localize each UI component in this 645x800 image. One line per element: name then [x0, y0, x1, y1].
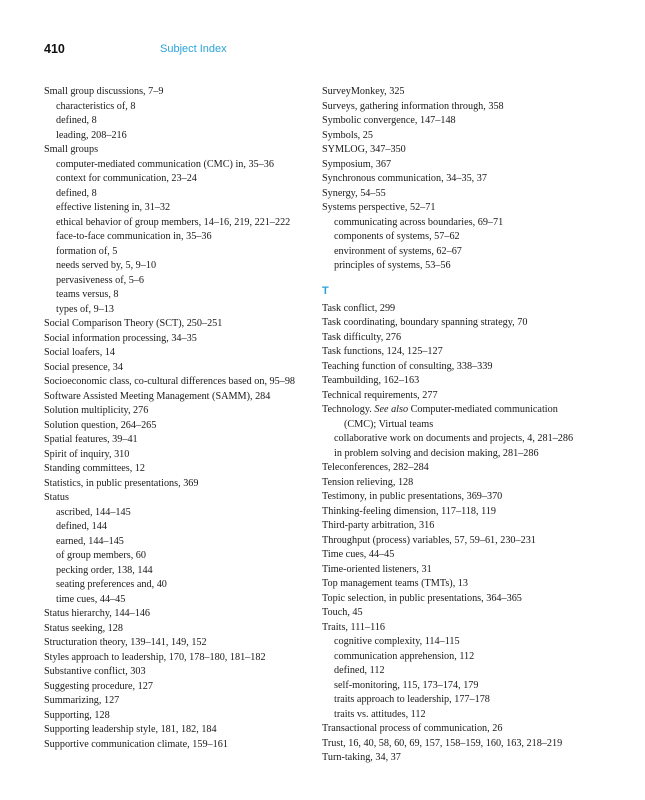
page-number: 410 — [44, 42, 65, 56]
index-entry: Technical requirements, 277 — [322, 389, 438, 401]
index-entry: Software Assisted Meeting Management (SAMM), 284 — [44, 390, 271, 402]
index-subentry: environment of systems, 62–67 — [334, 245, 462, 257]
letter-heading-t: T — [322, 284, 329, 297]
index-entry: Supportive communication climate, 159–161 — [44, 738, 228, 750]
index-entry: Socioeconomic class, co-cultural differences based on, 95–98 — [44, 376, 296, 387]
index-subentry: pervasiveness of, 5–6 — [56, 274, 144, 286]
index-subentry: traits approach to leadership, 177–178 — [334, 694, 490, 705]
index-subentry: ascribed, 144–145 — [56, 506, 131, 518]
index-entry: Solution multiplicity, 276 — [44, 405, 149, 416]
index-subentry: in problem solving and decision making, 281–286 — [334, 447, 539, 459]
index-section-s — [322, 85, 590, 274]
index-entry: Time-oriented listeners, 31 — [322, 563, 432, 575]
index-subentry: communicating across boundaries, 69–71 — [334, 216, 504, 228]
index-entry: Top management teams (TMTs), 13 — [322, 578, 468, 589]
index-entry: SurveyMonkey, 325 — [322, 86, 405, 97]
index-subentry: defined, 144 — [56, 521, 107, 532]
running-head: Subject Index — [160, 43, 227, 55]
index-subentry: types of, 9–13 — [56, 303, 115, 315]
index-subentry: context for communication, 23–24 — [56, 173, 197, 184]
entry-text: Technology. — [322, 404, 375, 415]
index-entry: Structuration theory, 139–141, 149, 152 — [44, 637, 207, 648]
index-entry: Surveys, gathering information through, 358 — [322, 100, 504, 112]
index-subentry: teams versus, 8 — [56, 289, 119, 300]
index-entry: Task difficulty, 276 — [322, 331, 402, 343]
index-subentry: computer-mediated communication (CMC) in, 35–36 — [56, 158, 274, 170]
index-subentry: time cues, 44–45 — [56, 593, 126, 605]
index-entry: Topic selection, in public presentations, 364–365 — [322, 592, 522, 604]
index-entry: Trust, 16, 40, 58, 60, 69, 157, 158–159, 160, 163, 218–219 — [322, 737, 563, 749]
index-subentry: cognitive complexity, 114–115 — [334, 636, 460, 647]
index-entry: Symbols, 25 — [322, 129, 373, 141]
index-subentry: principles of systems, 53–56 — [334, 260, 451, 271]
index-entry: Tension relieving, 128 — [322, 476, 414, 488]
index-entry: Social Comparison Theory (SCT), 250–251 — [44, 318, 223, 329]
index-entry: Testimony, in public presentations, 369–370 — [322, 491, 503, 502]
index-subentry: of group members, 60 — [56, 550, 146, 561]
index-entry: Small groups — [44, 144, 99, 155]
index-entry: Transactional process of communication, 26 — [322, 723, 503, 734]
index-entry: Spatial features, 39–41 — [44, 434, 138, 445]
index-entry: Social information processing, 34–35 — [44, 332, 197, 344]
index-entry: Statistics, in public presentations, 369 — [44, 477, 199, 489]
index-entry: Status seeking, 128 — [44, 622, 123, 634]
index-subentry: seating preferences and, 40 — [56, 579, 167, 590]
index-column-right — [322, 85, 590, 766]
index-entry: Standing committees, 12 — [44, 463, 146, 474]
index-entry: Teambuilding, 162–163 — [322, 375, 420, 386]
index-subentry: communication apprehension, 112 — [334, 650, 475, 662]
index-entry: Substantive conflict, 303 — [44, 666, 146, 677]
index-subentry: earned, 144–145 — [56, 535, 124, 547]
index-entry: Small group discussions, 7–9 — [44, 86, 164, 97]
index-entry: Teaching function of consulting, 338–339 — [322, 360, 493, 372]
index-section-t — [322, 302, 590, 766]
cross-reference: See also — [374, 404, 409, 415]
index-subentry: components of systems, 57–62 — [334, 231, 460, 242]
index-entry: Systems perspective, 52–71 — [322, 202, 436, 213]
index-entry: Symbolic convergence, 147–148 — [322, 115, 456, 126]
index-entry: Synergy, 54–55 — [322, 187, 386, 199]
index-subentry: effective listening in, 31–32 — [56, 202, 171, 213]
index-subentry: face-to-face communication in, 35–36 — [56, 231, 212, 242]
index-entry: Traits, 111–116 — [322, 621, 386, 633]
index-entry: Status hierarchy, 144–146 — [44, 608, 151, 619]
index-entry: Turn-taking, 34, 37 — [322, 752, 401, 763]
index-subentry: self-monitoring, 115, 173–174, 179 — [334, 679, 479, 691]
index-entry: Status — [44, 492, 69, 503]
index-subentry: collaborative work on documents and projects, 4, 281–286 — [334, 433, 574, 444]
page-header — [44, 42, 604, 62]
index-entry: Summarizing, 127 — [44, 695, 120, 706]
index-entry: Thinking-feeling dimension, 117–118, 119 — [322, 505, 497, 517]
index-entry: Teleconferences, 282–284 — [322, 462, 429, 473]
index-column-left — [44, 85, 306, 752]
index-entry: Task conflict, 299 — [322, 302, 396, 314]
index-entry: Social loafers, 14 — [44, 347, 116, 358]
index-subentry: characteristics of, 8 — [56, 100, 136, 112]
index-entry: Time cues, 44–45 — [322, 549, 395, 560]
index-subentry: defined, 8 — [56, 187, 97, 199]
index-entry: Task coordinating, boundary spanning strategy, 70 — [322, 317, 528, 328]
index-entry: SYMLOG, 347–350 — [322, 144, 406, 155]
index-entry: Third-party arbitration, 316 — [322, 520, 435, 531]
index-entry: Throughput (process) variables, 57, 59–61, 230–231 — [322, 534, 536, 546]
index-entry: Touch, 45 — [322, 607, 363, 618]
index-entry: Social presence, 34 — [44, 361, 123, 373]
index-subentry: defined, 112 — [334, 665, 385, 676]
index-subentry: traits vs. attitudes, 112 — [334, 708, 426, 720]
index-entry: Symposium, 367 — [322, 158, 392, 170]
index-entry: Styles approach to leadership, 170, 178–180, 181–182 — [44, 651, 266, 663]
index-subentry: needs served by, 5, 9–10 — [56, 260, 157, 271]
index-entry — [322, 403, 590, 432]
index-subentry: defined, 8 — [56, 115, 97, 126]
index-subentry: formation of, 5 — [56, 245, 118, 257]
index-entry: Spirit of inquiry, 310 — [44, 448, 130, 460]
index-entry: Supporting, 128 — [44, 709, 110, 721]
index-entry: Suggesting procedure, 127 — [44, 680, 153, 692]
index-subentry: pecking order, 138, 144 — [56, 564, 153, 576]
index-entry: Supporting leadership style, 181, 182, 184 — [44, 724, 217, 735]
entry-text: Computer-mediated communication (CMC); Virtual teams — [344, 404, 558, 430]
index-subentry: leading, 208–216 — [56, 129, 127, 141]
index-entry: Task functions, 124, 125–127 — [322, 346, 443, 357]
index-entry: Solution question, 264–265 — [44, 419, 157, 431]
index-entry: Synchronous communication, 34–35, 37 — [322, 173, 487, 184]
index-subentry: ethical behavior of group members, 14–16, 219, 221–222 — [56, 216, 291, 228]
